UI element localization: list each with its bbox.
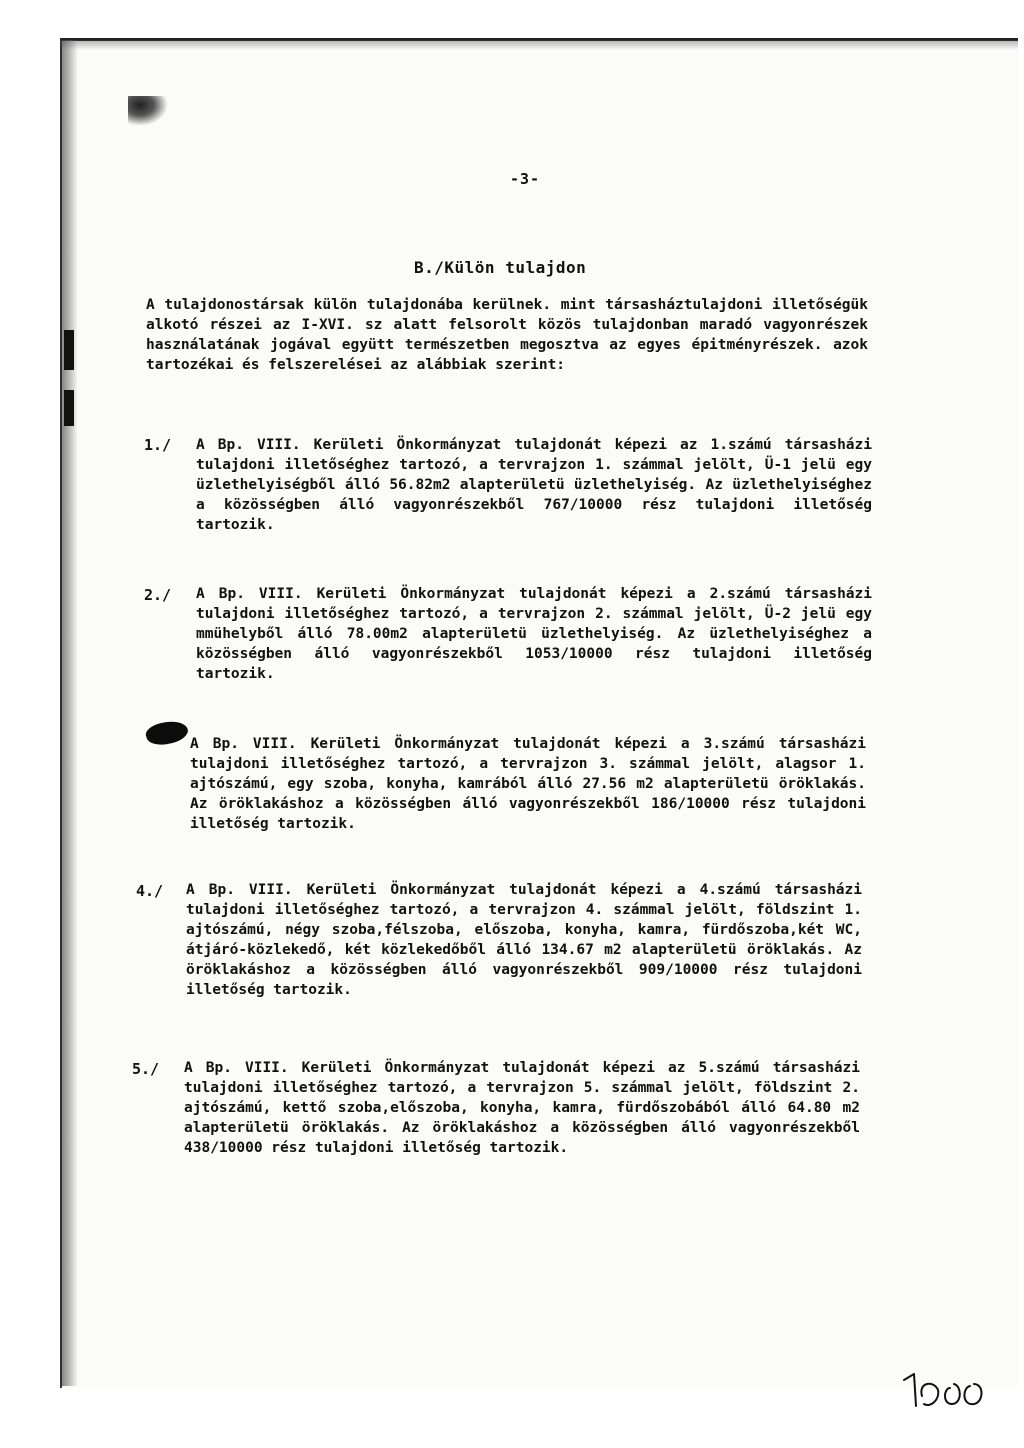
intro-paragraph: A tulajdonostársak külön tulajdonába kerülnek. mint társasháztulajdoni illetőségük alkotó részei az I-XVI. sz alatt felsorolt közös tulajdonban maradó vagyonrészek használatának jogával együtt természetben megosztva az egyes épitményrészek. azok tartozékai és felszerelései az alábbiak szerint: — [146, 297, 868, 373]
section-title: B./Külön tulajdon — [414, 258, 587, 277]
scan-shadow-top — [60, 40, 1018, 50]
item-text: A Bp. VIII. Kerületi Önkormányzat tulajdonát képezi a 4.számú társasházi tulajdoni illetőséghez tartozó, a tervrajzon 4. számmal jelölt, földszint 1. ajtószámú, négy szoba,félszoba, előszoba, konyha, kamra, fürdőszoba,két WC, átjáró-közlekedő, két közlekedőből álló 134.67 m2 alapterületü öröklakás. Az öröklakáshoz a közösségben álló vagyonrészekből 909/10000 rész tulajdoni illetőség tartozik. — [186, 882, 862, 998]
item-number: 1./ — [144, 436, 172, 454]
page-number: -3- — [510, 170, 541, 188]
item-text: A Bp. VIII. Kerületi Önkormányzat tulajdonát képezi a 2.számú társasházi tulajdoni illetőséghez tartozó, a tervrajzon 2. számmal jelölt, Ü-2 jelü egy mmühelyből álló 78.00m2 alapterületü üzlethelyiség. Az üzlethelyiséghez a közösségben álló vagyonrészekből 1053/10000 rész tulajdoni illetőség tartozik. — [196, 586, 872, 682]
item-number: 4./ — [136, 882, 164, 900]
binder-mark — [64, 330, 74, 370]
item-number: 5./ — [132, 1060, 160, 1078]
binder-mark — [64, 390, 74, 426]
item-text: A Bp. VIII. Kerületi Önkormányzat tulajdonát képezi a 3.számú társasházi tulajdoni illetőséghez tartozó, a tervrajzon 3. számmal jelölt, alagsor 1. ajtószámú, egy szoba, konyha, kamrából álló 27.56 m2 alapterületü öröklakás. Az öröklakáshoz a közösségben álló vagyonrészekből 186/10000 rész tulajdoni illetőség tartozik. — [190, 736, 866, 832]
document-page — [60, 38, 1018, 1388]
scan-shadow-left — [62, 40, 78, 1386]
item-text: A Bp. VIII. Kerületi Önkormányzat tulajdonát képezi az 5.számú társasházi tulajdoni illetőséghez tartozó, a tervrajzon 5. számmal jelölt, földszint 2. ajtószámú, kettő szoba,előszoba, konyha, kamra, fürdőszobából álló 64.80 m2 alapterületü öröklakás. Az öröklakáshoz a közösségben álló vagyonrészekből 438/10000 rész tulajdoni illetőség tartozik. — [184, 1060, 860, 1156]
handwriting-stroke — [900, 1366, 992, 1412]
item-number: 2./ — [144, 586, 172, 604]
item-text: A Bp. VIII. Kerületi Önkormányzat tulajdonát képezi az 1.számú társasházi tulajdoni illetőséghez tartozó, a tervrajzon 1. számmal jelölt, Ü-1 jelü egy üzlethelyiségből álló 56.82m2 alapterületü üzlethelyiség. Az üzlethelyiséghez a közösségben álló vagyonrészekből 767/10000 rész tulajdoni illetőség tartozik. — [196, 437, 872, 533]
handwritten-page-number — [900, 1366, 992, 1412]
corner-smudge — [128, 96, 168, 126]
